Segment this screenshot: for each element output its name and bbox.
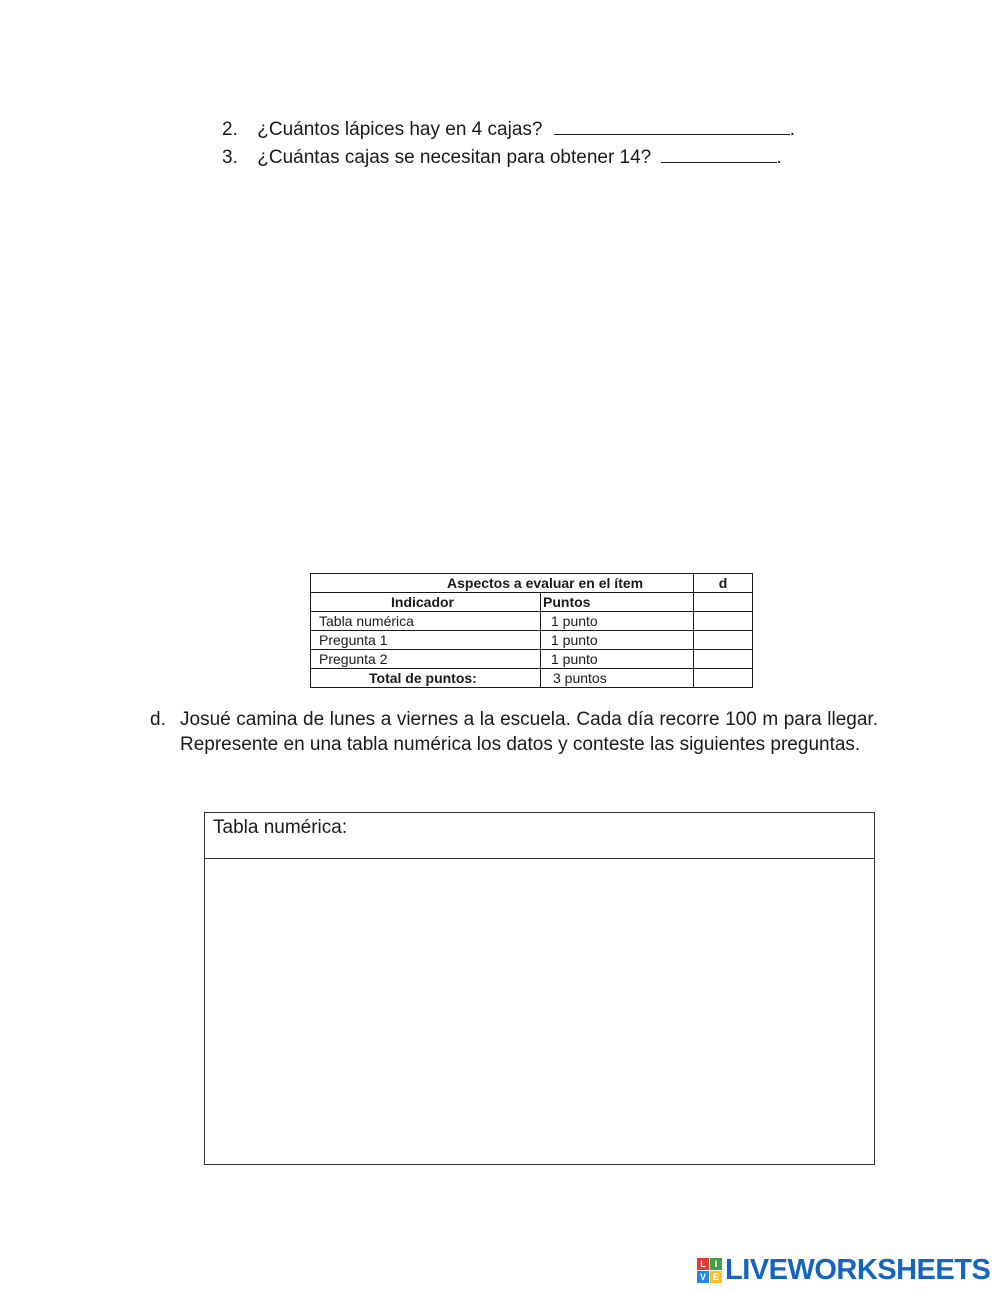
exercise-text: Josué camina de lunes a viernes a la escuela. Cada día recorre 100 m para llegar. Represente en una tabla numérica los datos y conteste las siguientes preguntas.: [180, 709, 878, 755]
question-number: 2.: [222, 119, 238, 140]
rubric-indicator: Tabla numérica: [311, 612, 541, 631]
rubric-col-indicator: Indicador: [311, 593, 541, 612]
question-number: 3.: [222, 147, 238, 168]
rubric-score-cell[interactable]: [694, 669, 753, 688]
rubric-row: [311, 631, 753, 650]
rubric-score-cell[interactable]: [694, 593, 753, 612]
logo-squares: [697, 1258, 722, 1283]
rubric-total-label: Total de puntos:: [311, 669, 541, 688]
rubric-score-cell[interactable]: [694, 612, 753, 631]
answer-box-header: Tabla numérica:: [205, 813, 874, 859]
rubric-row: [311, 650, 753, 669]
rubric-points: 1 punto: [541, 612, 694, 631]
answer-area[interactable]: [205, 859, 874, 1159]
rubric-indicator: Pregunta 1: [311, 631, 541, 650]
question-end: .: [776, 147, 782, 168]
rubric-score-cell[interactable]: [694, 650, 753, 669]
rubric-total-row: [311, 669, 753, 688]
rubric-table: [310, 573, 753, 688]
answer-blank[interactable]: [554, 117, 790, 135]
rubric-score-cell[interactable]: [694, 631, 753, 650]
rubric-item-col: d: [694, 574, 753, 593]
exercise-label: d.: [150, 709, 166, 730]
answer-box: [204, 812, 875, 1165]
question-2: [222, 117, 795, 141]
rubric-col-points: Puntos: [541, 593, 694, 612]
logo-square-l: L: [697, 1258, 709, 1270]
rubric-title-row: [311, 574, 753, 593]
question-3: [222, 145, 782, 169]
question-text: ¿Cuántas cajas se necesitan para obtener 14?: [257, 147, 652, 168]
rubric-total-value: 3 puntos: [541, 669, 694, 688]
liveworksheets-logo: [697, 1254, 990, 1286]
logo-square-e: E: [710, 1271, 722, 1283]
answer-blank[interactable]: [661, 145, 777, 163]
rubric-points: 1 punto: [541, 631, 694, 650]
rubric-header-row: [311, 593, 753, 612]
logo-square-v: V: [697, 1271, 709, 1283]
exercise-d: [150, 707, 878, 757]
rubric-title: Aspectos a evaluar en el ítem: [311, 574, 694, 593]
logo-wordmark: LIVEWORKSHEETS: [725, 1253, 991, 1286]
rubric-points: 1 punto: [541, 650, 694, 669]
logo-square-i: I: [710, 1258, 722, 1270]
rubric-row: [311, 612, 753, 631]
rubric-indicator: Pregunta 2: [311, 650, 541, 669]
question-end: .: [789, 119, 796, 140]
question-text: ¿Cuántos lápices hay en 4 cajas?: [257, 119, 543, 140]
